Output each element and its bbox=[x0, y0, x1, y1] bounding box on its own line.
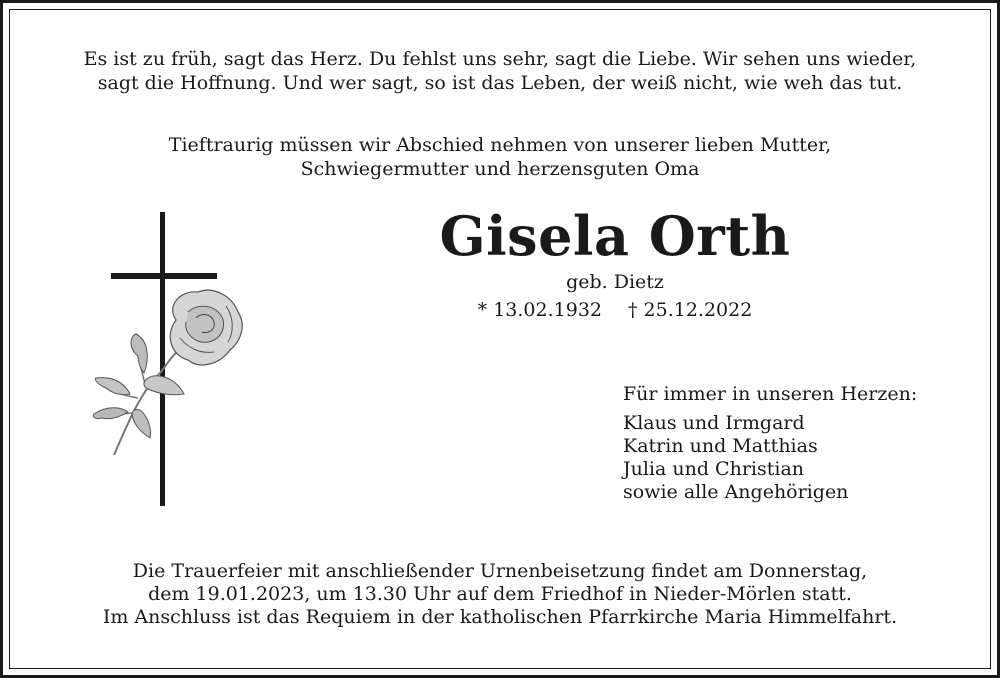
death-date: † 25.12.2022 bbox=[628, 299, 753, 321]
birth-date: * 13.02.1932 bbox=[477, 299, 602, 321]
motto-line-2: sagt die Hoffnung. Und wer sagt, so ist das Leben, der weiß nicht, wie weh das tut. bbox=[97, 72, 903, 94]
cross-icon bbox=[88, 208, 258, 508]
maiden-name: geb. Dietz bbox=[566, 271, 664, 293]
deceased-name: Gisela Orth bbox=[439, 204, 791, 268]
ceremony-line-1: Die Trauerfeier mit anschließender Urnenbeisetzung findet am Donnerstag, bbox=[132, 560, 868, 582]
mourner-name: Julia und Christian bbox=[623, 458, 805, 480]
ceremony-line-2: dem 19.01.2023, um 13.30 Uhr auf dem Friedhof in Nieder-Mörlen statt. bbox=[148, 583, 852, 605]
intro bbox=[0, 133, 1000, 181]
motto-line-1: Es ist zu früh, sagt das Herz. Du fehlst uns sehr, sagt die Liebe. Wir sehen uns wieder, bbox=[83, 48, 917, 70]
ceremony-info bbox=[0, 560, 1000, 629]
mourner-name: Klaus und Irmgard bbox=[623, 412, 805, 434]
mourners bbox=[623, 383, 917, 504]
cross-with-rose bbox=[88, 208, 258, 512]
rose-icon bbox=[93, 290, 242, 455]
intro-line-2: Schwiegermutter und herzensguten Oma bbox=[300, 158, 700, 180]
mourners-heading: Für immer in unseren Herzen: bbox=[623, 383, 918, 405]
life-dates bbox=[390, 299, 840, 321]
mourner-name: Katrin und Matthias bbox=[623, 435, 818, 457]
motto bbox=[0, 47, 1000, 95]
ceremony-line-3: Im Anschluss ist das Requiem in der katholischen Pfarrkirche Maria Himmelfahrt. bbox=[102, 606, 898, 628]
intro-line-1: Tieftraurig müssen wir Abschied nehmen von unserer lieben Mutter, bbox=[168, 134, 832, 156]
mourner-name: sowie alle Angehörigen bbox=[623, 481, 849, 503]
